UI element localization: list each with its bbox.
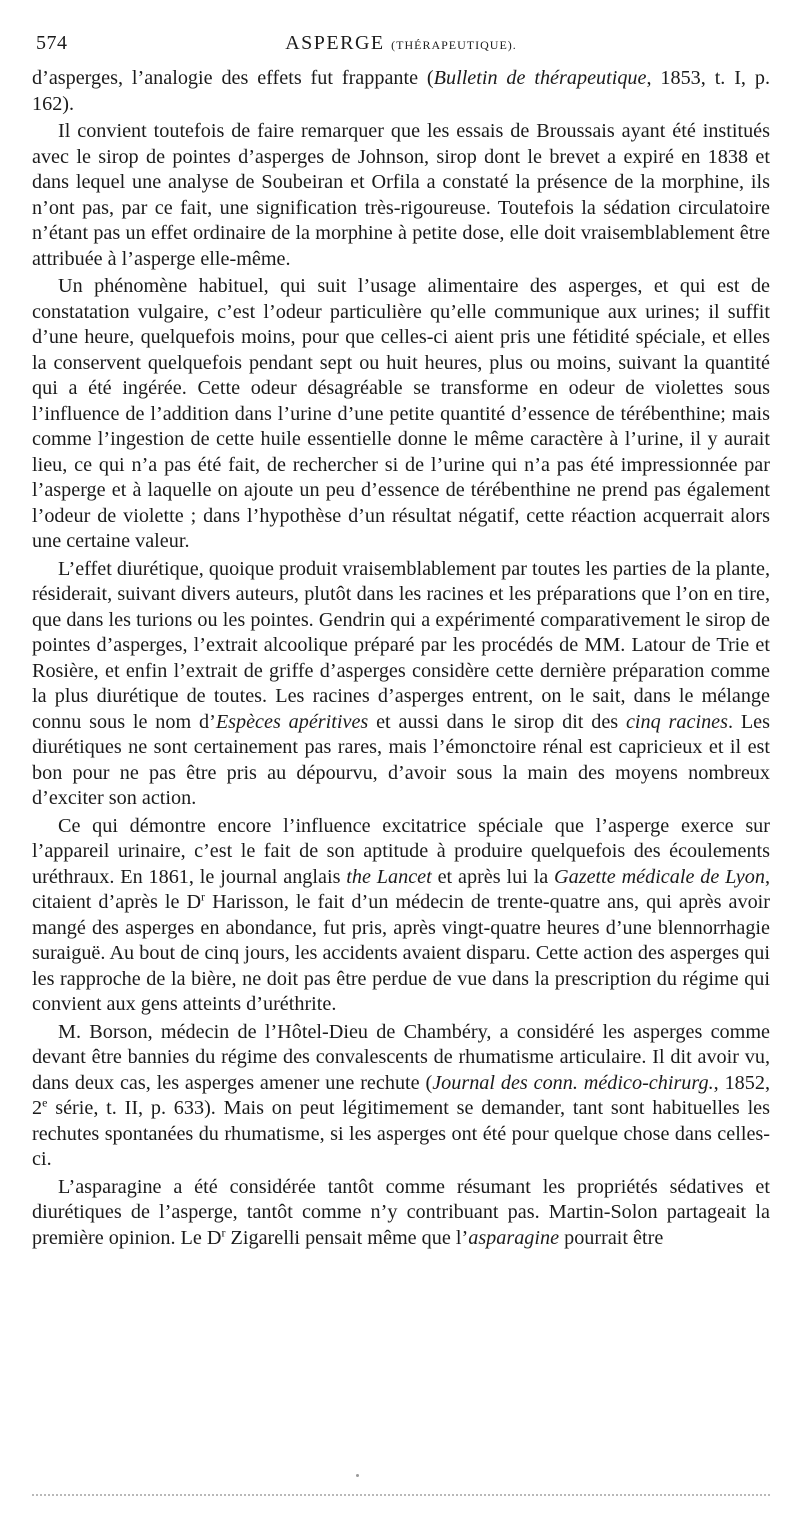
- superscript: e: [42, 1095, 48, 1110]
- footer-rule: [32, 1494, 770, 1496]
- paragraph: [32, 557, 770, 812]
- running-title-main: ASPERGE: [285, 32, 385, 54]
- text-run: et aussi dans le sirop dit des: [368, 710, 626, 733]
- paragraph: [32, 274, 770, 555]
- running-title-sub: (THÉRAPEUTIQUE).: [391, 38, 517, 52]
- italic-text: the Lancet: [346, 865, 432, 888]
- text-run: Ce qui démontre encore l’influence excitatrice spéciale que l’asperge exerce sur l’appareil urinaire, c’est le fait de son aptitude à produire quelquefois des écoulements uréthraux. En 1861, le journal anglais: [32, 814, 770, 888]
- text-run: d’asperges, l’analogie des effets fut frappante (: [32, 67, 434, 89]
- italic-text: Espèces apéritives: [215, 710, 369, 733]
- text-run: Harisson, le fait d’un médecin de trente-quatre ans, qui après avoir mangé des asperges en abondance, fut pris, après vingt-quatre heures d’une blennorrhagie suraiguë. Au bout de cinq jours, les accidents avaient disparu. Cette action des asperges qui les rapproche de la bière, ne doit pas être perdue de vue dans la prescription du régime qui convient aux gens atteints d’uréthrite.: [32, 891, 770, 1015]
- italic-text: Gazette médicale de Lyon: [554, 865, 765, 888]
- text-run: et après lui la: [431, 865, 555, 888]
- paragraph: [32, 119, 770, 272]
- text-run: L’effet diurétique, quoique produit vraisemblablement par toutes les parties de la plante, résiderait, suivant divers auteurs, plutôt dans les racines et les préparations que l’on en tire, que dans les turions ou les pointes. Gendrin qui a expérimenté comparativement le sirop de pointes d’asperges, l’extrait alcoolique préparé par les procédés de MM. Latour de Trie et Rosière, et enfin l’extrait de griffe d’asperges considère cette dernière préparation comme la plus diurétique de toutes. Les racines d’asperges entrent, on le sait, dans le mélange connu sous le nom d’: [32, 557, 770, 733]
- page-number: 574: [36, 32, 68, 54]
- text-run: Un phénomène habituel, qui suit l’usage alimentaire des asperges, et qui est de constatation vulgaire, c’est l’odeur particulière qu’elle communique aux urines; il suffit d’une heure, quelquefois moins, pour que celles-ci aient pris une fétidité spéciale, et elles la conservent quelquefois pendant sept ou huit heures, plus ou moins, suivant la quantité qui a été ingérée. Cette odeur désagréable se transforme en odeur de violettes sous l’influence de l’addition dans l’urine d’une petite quantité d’essence de térébenthine; mais comme l’ingestion de cette huile essentielle donne le même caractère à l’urine, il y aurait lieu, ce qui n’a pas été fait, de rechercher si de l’urine qui n’a pas été impressionnée par l’asperge et à laquelle on ajoute un peu d’essence de térébenthine ne prend pas également l’odeur de violette ; dans l’hypothèse d’un résultat négatif, cette réaction acquerrait alors une certaine valeur.: [32, 275, 770, 552]
- paragraph: [32, 66, 770, 117]
- paragraph: [32, 814, 770, 1018]
- text-run: , 1853, t. I, p. 162).: [32, 67, 770, 115]
- text-run: pourrait être: [559, 1226, 664, 1249]
- italic-text: asparagine: [468, 1226, 560, 1249]
- body-text: [32, 66, 770, 1251]
- text-run: Zigarelli pensait même que l’: [225, 1226, 469, 1249]
- running-title: [32, 32, 770, 55]
- page-header: [32, 30, 770, 60]
- text-run: Il convient toutefois de faire remarquer que les essais de Broussais ayant été institués avec le sirop de pointes d’asperges de Johnson, sirop dont le brevet a expiré en 1838 et dans lequel une analyse de Soubeiran et Orfila a constaté la présence de la morphine, ils n’ont pas, par ce fait, une signification très-rigoureuse. Toutefois la sédation circulatoire n’étant pas un effet ordinaire de la morphine à petite dose, elle doit vraisemblablement être attribuée à l’asperge elle-même.: [32, 120, 770, 270]
- text-run: , 1852, 2: [32, 1071, 770, 1119]
- italic-text: Bulletin de thérapeutique: [433, 67, 647, 89]
- text-run: . Les diurétiques ne sont certainement pas rares, mais l’émonctoire rénal est capricieux et il est bon pour ne pas être pris au dépourvu, d’avoir sous la main des moyens nombreux d’exciter son action.: [32, 710, 771, 809]
- paragraph: [32, 1175, 770, 1252]
- text-run: , citaient d’après le D: [32, 865, 771, 913]
- superscript: r: [201, 889, 206, 904]
- paragraph: [32, 1020, 770, 1173]
- italic-text: Journal des conn. médico-chirurg.: [432, 1071, 714, 1094]
- italic-text: cinq racines: [625, 710, 728, 733]
- text-run: M. Borson, médecin de l’Hôtel-Dieu de Chambéry, a considéré les asperges comme devant être bannies du régime des convalescents de rhumatisme articulaire. Il dit avoir vu, dans deux cas, les asperges amener une rechute (: [32, 1020, 770, 1094]
- text-run: série, t. II, p. 633). Mais on peut légitimement se demander, tant sont habituelles les rechutes spontanées du rhumatisme, si les asperges ont été pour quelque chose dans celles-ci.: [32, 1097, 770, 1170]
- text-run: L’asparagine a été considérée tantôt comme résumant les propriétés sédatives et diurétiques de l’asperge, tantôt comme n’y contribuant pas. Martin-Solon partageait la première opinion. Le D: [32, 1175, 770, 1249]
- superscript: r: [221, 1224, 226, 1239]
- footer-mark: [356, 1474, 359, 1477]
